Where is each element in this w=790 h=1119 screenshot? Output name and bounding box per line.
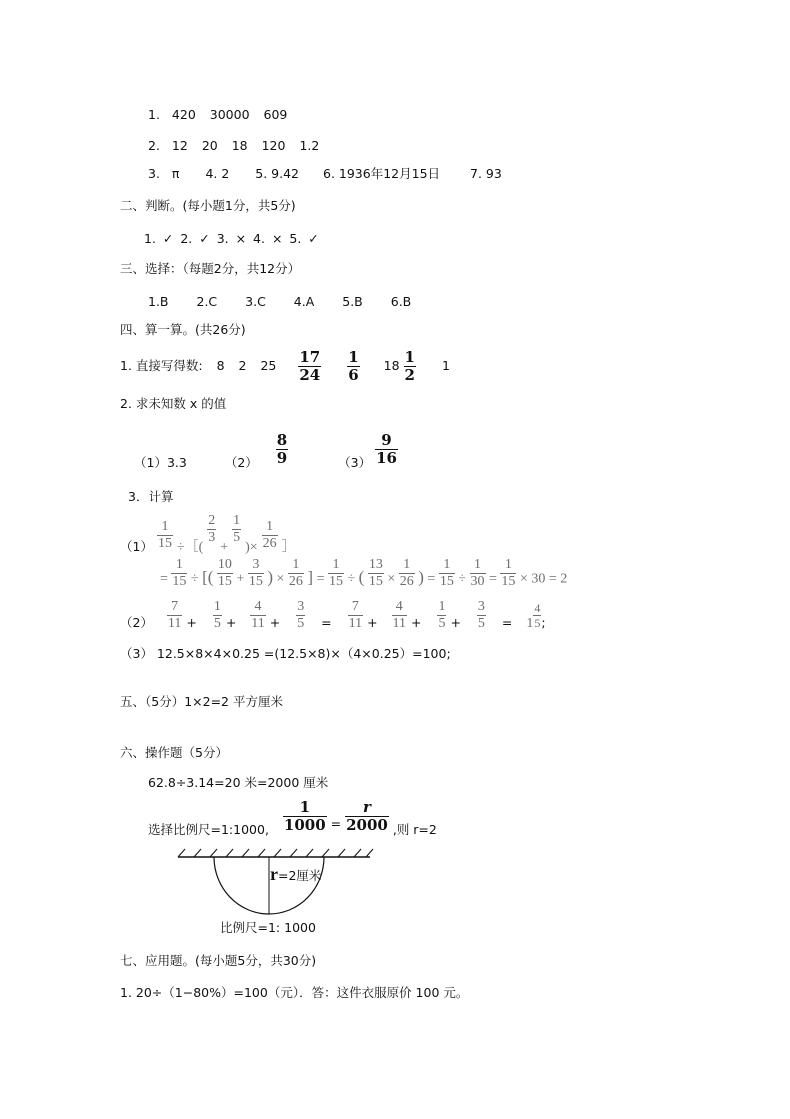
answer-value: 420 xyxy=(171,107,196,122)
fraction: $\frac{9}{16}$ xyxy=(376,431,397,467)
equals: = xyxy=(548,571,557,587)
operator: ］ xyxy=(281,540,296,555)
answer-value: 4. 2 xyxy=(205,166,230,181)
fraction: $\frac{10}{15}$ xyxy=(217,557,232,589)
paren-close: ) xyxy=(267,567,273,587)
item-number: 1. xyxy=(148,107,160,122)
radius-value: =2厘米 xyxy=(278,868,322,883)
fraction: $\frac{13}{15}$ xyxy=(368,557,383,589)
answer-value: π xyxy=(171,166,180,181)
fraction: $\frac{17}{24}$ xyxy=(299,348,321,384)
operator: × xyxy=(519,571,528,587)
scale-label: 比例尺=1: 1000 xyxy=(220,920,316,935)
fraction: $\frac{7}{11}$ xyxy=(167,599,182,631)
fraction: $\frac{7}{11}$ xyxy=(348,599,363,631)
fraction: $\frac{4}{11}$ xyxy=(392,599,407,631)
operator: + xyxy=(367,615,378,630)
operator: ÷ xyxy=(347,571,356,587)
operator: ÷［( xyxy=(176,540,204,555)
answer-value: 8 xyxy=(216,358,225,373)
operator: + xyxy=(450,615,461,630)
q2-label: 2. 求未知数 x 的值 xyxy=(120,396,227,411)
operator: + xyxy=(186,615,197,630)
operator: × xyxy=(276,571,285,587)
choice-answer: 6.B xyxy=(390,294,412,309)
section-6-line1: 62.8÷3.14=20 米=2000 厘米 xyxy=(148,775,329,790)
radius-symbol: r xyxy=(270,864,278,884)
fraction: $\frac{1}{5}$ xyxy=(438,599,446,631)
section-7-title: 七、应用题。(每小题5分，共30分) xyxy=(120,953,317,968)
answer-value: 1 xyxy=(441,358,450,373)
mixed-whole: 1 xyxy=(526,616,534,631)
q3-label: 3．计算 xyxy=(128,489,174,504)
answer-value: 20 xyxy=(201,138,218,153)
equals: = xyxy=(321,615,332,630)
choice-answer: 2.C xyxy=(196,294,218,309)
q1-label: 1. 直接写得数: xyxy=(120,358,203,373)
hatch-marks xyxy=(178,849,373,857)
equals: = xyxy=(160,571,168,587)
answer-line-2 xyxy=(148,140,319,153)
fraction: $\frac{1}{26}$ xyxy=(262,519,277,551)
answer-value: 2 xyxy=(238,358,247,373)
answer-value: （1）3.3 xyxy=(134,455,187,470)
fraction: $\frac{r}{2000}$ xyxy=(346,798,388,834)
section-2-title: 二、判断。(每小题1分，共5分) xyxy=(120,198,296,213)
answer-value: 7. 93 xyxy=(470,166,502,181)
equals: = xyxy=(330,816,342,831)
answer-value: （2） xyxy=(224,455,258,470)
answer-value: 609 xyxy=(263,107,288,122)
fraction: $\frac{1}{15}$ xyxy=(328,557,343,589)
fraction: $\frac{1}{15}$ xyxy=(157,519,172,551)
bracket-close: ] xyxy=(307,567,314,587)
fraction: $\frac{4}{5}$ xyxy=(534,601,541,630)
answer-value: 1.2 xyxy=(299,138,320,153)
radius-label xyxy=(270,865,321,883)
choice-answer: 4.A xyxy=(293,294,315,309)
choice-answer: 1.B xyxy=(148,294,169,309)
answer-value: 25 xyxy=(260,358,277,373)
paren-open: ( xyxy=(358,567,365,587)
answer-value: 120 xyxy=(261,138,286,153)
section-5: 五、（5分）1×2=2 平方厘米 xyxy=(120,694,283,709)
semicircle-diagram xyxy=(170,846,390,926)
fraction: $\frac{3}{5}$ xyxy=(477,599,485,631)
bracket-open: [( xyxy=(202,567,214,587)
equals: = xyxy=(316,571,325,587)
operator: + xyxy=(411,615,422,630)
section-2-answers: 1. ✓ 2. ✓ 3. × 4. × 5. ✓ xyxy=(144,231,319,246)
fraction: $\frac{3}{5}$ xyxy=(297,599,305,631)
answer-value: 18 xyxy=(383,358,400,373)
q3-part2-working xyxy=(120,600,546,636)
choice-answer: 5.B xyxy=(342,294,363,309)
fraction: $\frac{1}{6}$ xyxy=(348,348,359,384)
fraction: $\frac{1}{30}$ xyxy=(470,557,485,589)
section-7-q1: 1. 20÷（1−80%）=100（元）．答：这件衣服原价 100 元。 xyxy=(120,985,469,1000)
equals: = xyxy=(501,615,513,630)
item-number: 3. xyxy=(148,166,160,181)
q2-answers xyxy=(134,430,398,470)
value: 30 xyxy=(531,571,546,587)
answer-line-3 xyxy=(148,168,502,181)
operator: + xyxy=(269,615,281,630)
fraction: $\frac{1}{2}$ xyxy=(404,348,415,384)
section-3-answers xyxy=(148,296,411,309)
fraction: $\frac{1}{15}$ xyxy=(172,557,187,589)
part-label: （2） xyxy=(120,615,153,630)
equals: = xyxy=(427,571,436,587)
fraction: $\frac{3}{15}$ xyxy=(248,557,263,589)
answer-value: 18 xyxy=(231,138,248,153)
section-3-title: 三、选择：（每题2分，共12分） xyxy=(120,261,301,276)
operator: + xyxy=(225,615,237,630)
section-6-title: 六、操作题（5分） xyxy=(120,745,228,760)
result-text: ,则 r=2 xyxy=(392,822,437,837)
operator: ÷ xyxy=(458,571,467,587)
fraction: $\frac{1}{15}$ xyxy=(501,557,516,589)
fraction: $\frac{1}{26}$ xyxy=(288,557,303,589)
answer-value: 30000 xyxy=(209,107,250,122)
part-label: （1） xyxy=(120,539,153,554)
operator: + xyxy=(236,571,245,587)
answer-value: 6. 1936年12月15日 xyxy=(323,166,441,181)
semicolon: ; xyxy=(541,615,546,630)
q1-direct-answers xyxy=(120,347,450,387)
operator: × xyxy=(387,571,396,587)
operator: )× xyxy=(245,540,258,555)
answer-line-1 xyxy=(148,109,287,122)
q3-part3: （3） 12.5×8×4×0.25 =(12.5×8)×（4×0.25）=100; xyxy=(120,646,451,661)
fraction: $\frac{1}{15}$ xyxy=(439,557,454,589)
fraction: $\frac{1}{1000}$ xyxy=(283,798,326,834)
fraction: $\frac{1}{5}$ xyxy=(213,599,221,631)
q3-part1-working xyxy=(160,558,567,592)
answer-value: 12 xyxy=(171,138,188,153)
result: 2 xyxy=(560,571,568,587)
q3-part1-expression xyxy=(120,514,296,554)
item-number: 2. xyxy=(148,138,160,153)
section-4-title: 四、算一算。(共26分) xyxy=(120,322,246,337)
choice-answer: 3.C xyxy=(245,294,266,309)
fraction: $\frac{2}{3}$ xyxy=(208,513,216,545)
fraction: $\frac{8}{9}$ xyxy=(276,431,288,467)
fraction: $\frac{4}{11}$ xyxy=(251,599,265,631)
section-6-line2 xyxy=(148,800,437,840)
operator: ÷ xyxy=(190,571,199,587)
scale-choice-text: 选择比例尺=1:1000, xyxy=(148,822,269,837)
fraction: $\frac{1}{26}$ xyxy=(399,557,414,589)
operator: + xyxy=(220,540,229,555)
equals: = xyxy=(489,571,497,587)
fraction: $\frac{1}{5}$ xyxy=(233,513,241,545)
answer-value: 5. 9.42 xyxy=(255,166,300,181)
paren-close: ) xyxy=(418,567,424,587)
answer-value: （3） xyxy=(338,455,372,470)
